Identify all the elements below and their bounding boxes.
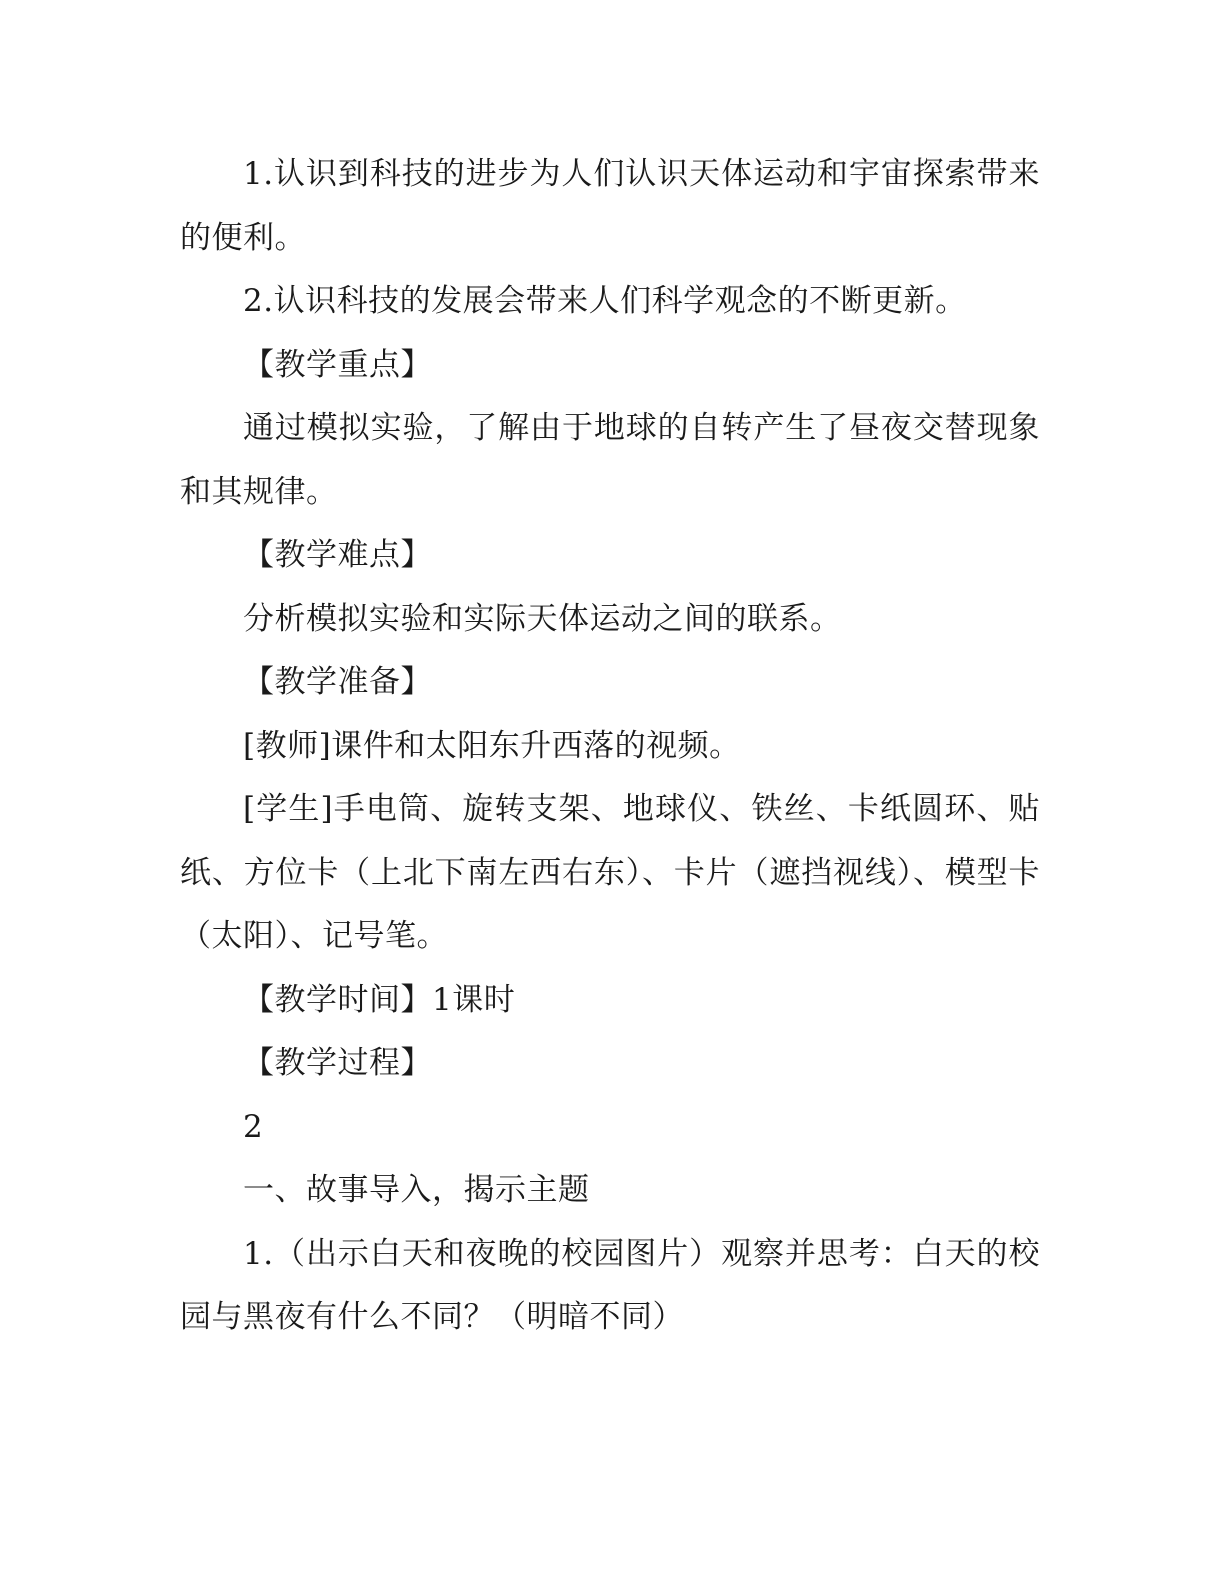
observation-paragraph: 1.（出示白天和夜晚的校园图片）观察并思考：白天的校园与黑夜有什么不同？（明暗不同） — [180, 1235, 1040, 1335]
document-body — [180, 143, 1040, 1350]
student-preparation-paragraph: [学生]手电筒、旋转支架、地球仪、铁丝、卡纸圆环、贴纸、方位卡（上北下南左西右东）、卡片（遮挡视线）、模型卡（太阳）、记号笔。 — [180, 791, 1040, 954]
teaching-process-heading: 【教学过程】 — [243, 1045, 432, 1081]
section-heading: 一、故事导入，揭示主题 — [243, 1172, 590, 1208]
difficulties-paragraph: 分析模拟实验和实际天体运动之间的联系。 — [243, 600, 842, 637]
page-number-marker: 2 — [243, 1108, 264, 1145]
key-points-paragraph: 通过模拟实验，了解由于地球的自转产生了昼夜交替现象和其规律。 — [180, 410, 1040, 510]
objective-1-paragraph: 1.认识到科技的进步为人们认识天体运动和宇宙探索带来的便利。 — [180, 156, 1040, 256]
difficulties-heading: 【教学难点】 — [243, 537, 432, 573]
objective-2-paragraph: 2.认识科技的发展会带来人们科学观念的不断更新。 — [243, 283, 967, 319]
teacher-preparation-paragraph: [教师]课件和太阳东升西落的视频。 — [243, 727, 741, 764]
preparation-heading: 【教学准备】 — [243, 664, 432, 700]
teaching-time-heading: 【教学时间】1课时 — [243, 981, 516, 1018]
key-points-heading: 【教学重点】 — [243, 346, 432, 383]
